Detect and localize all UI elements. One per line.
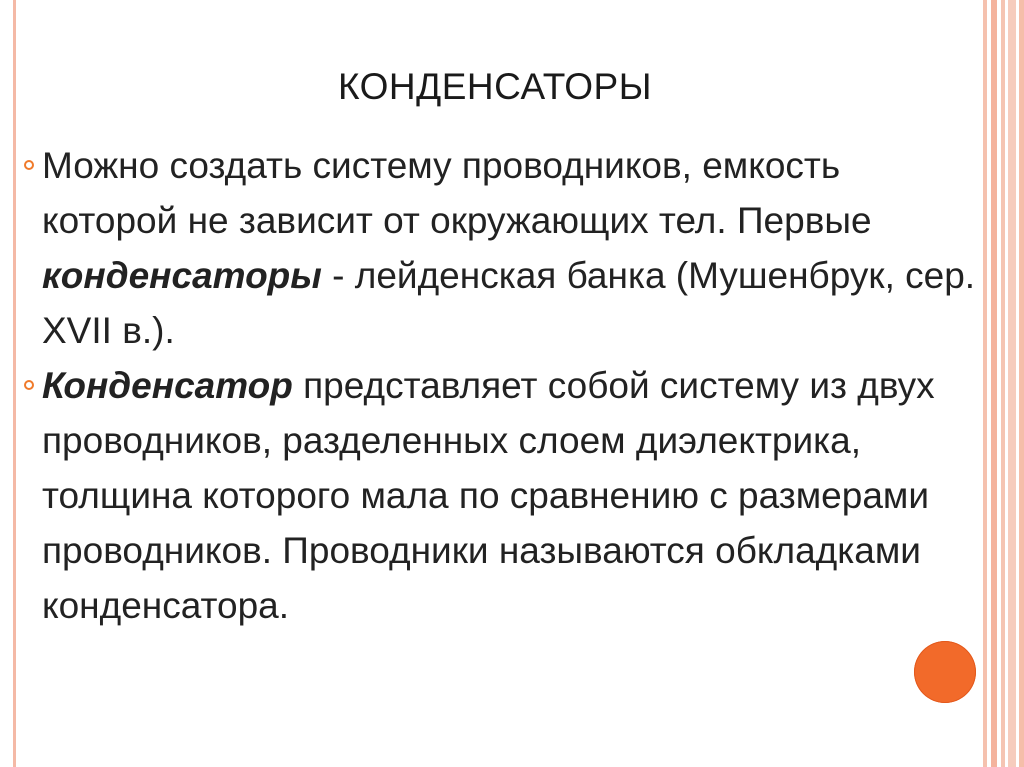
right-decorative-stripes [980,0,1024,767]
stripe [1019,0,1024,767]
bullet-text-end: - лейденская банка (Мушенбрук, сер. XVII в.). [42,255,976,351]
left-frame-line [13,0,16,767]
stripe [1001,0,1005,767]
bullet-emphasis: Конденсатор [42,365,293,406]
stripe [983,0,987,767]
stripe [1008,0,1016,767]
bullet-text [42,138,980,358]
bullet-text-end: представляет собой систему из двух проводников, разделенных слоем диэлектрика, толщина которого мала по сравнению с размерами проводников. Проводники называются обкладками конденсатора. [42,365,935,626]
slide-title: КОНДЕНСАТОРЫ [338,66,652,107]
stripe [991,0,997,767]
bullet-text [42,358,980,633]
bullet-list [20,138,980,633]
decorative-circle-icon [914,641,976,703]
bullet-item [20,138,980,358]
bullet-text-start: Можно создать систему проводников, емкость которой не зависит от окружающих тел. Первые [42,145,872,241]
ring-bullet-icon [24,160,34,170]
ring-bullet-icon [24,380,34,390]
bullet-item [20,358,980,633]
bullet-emphasis: конденсаторы [42,255,322,296]
